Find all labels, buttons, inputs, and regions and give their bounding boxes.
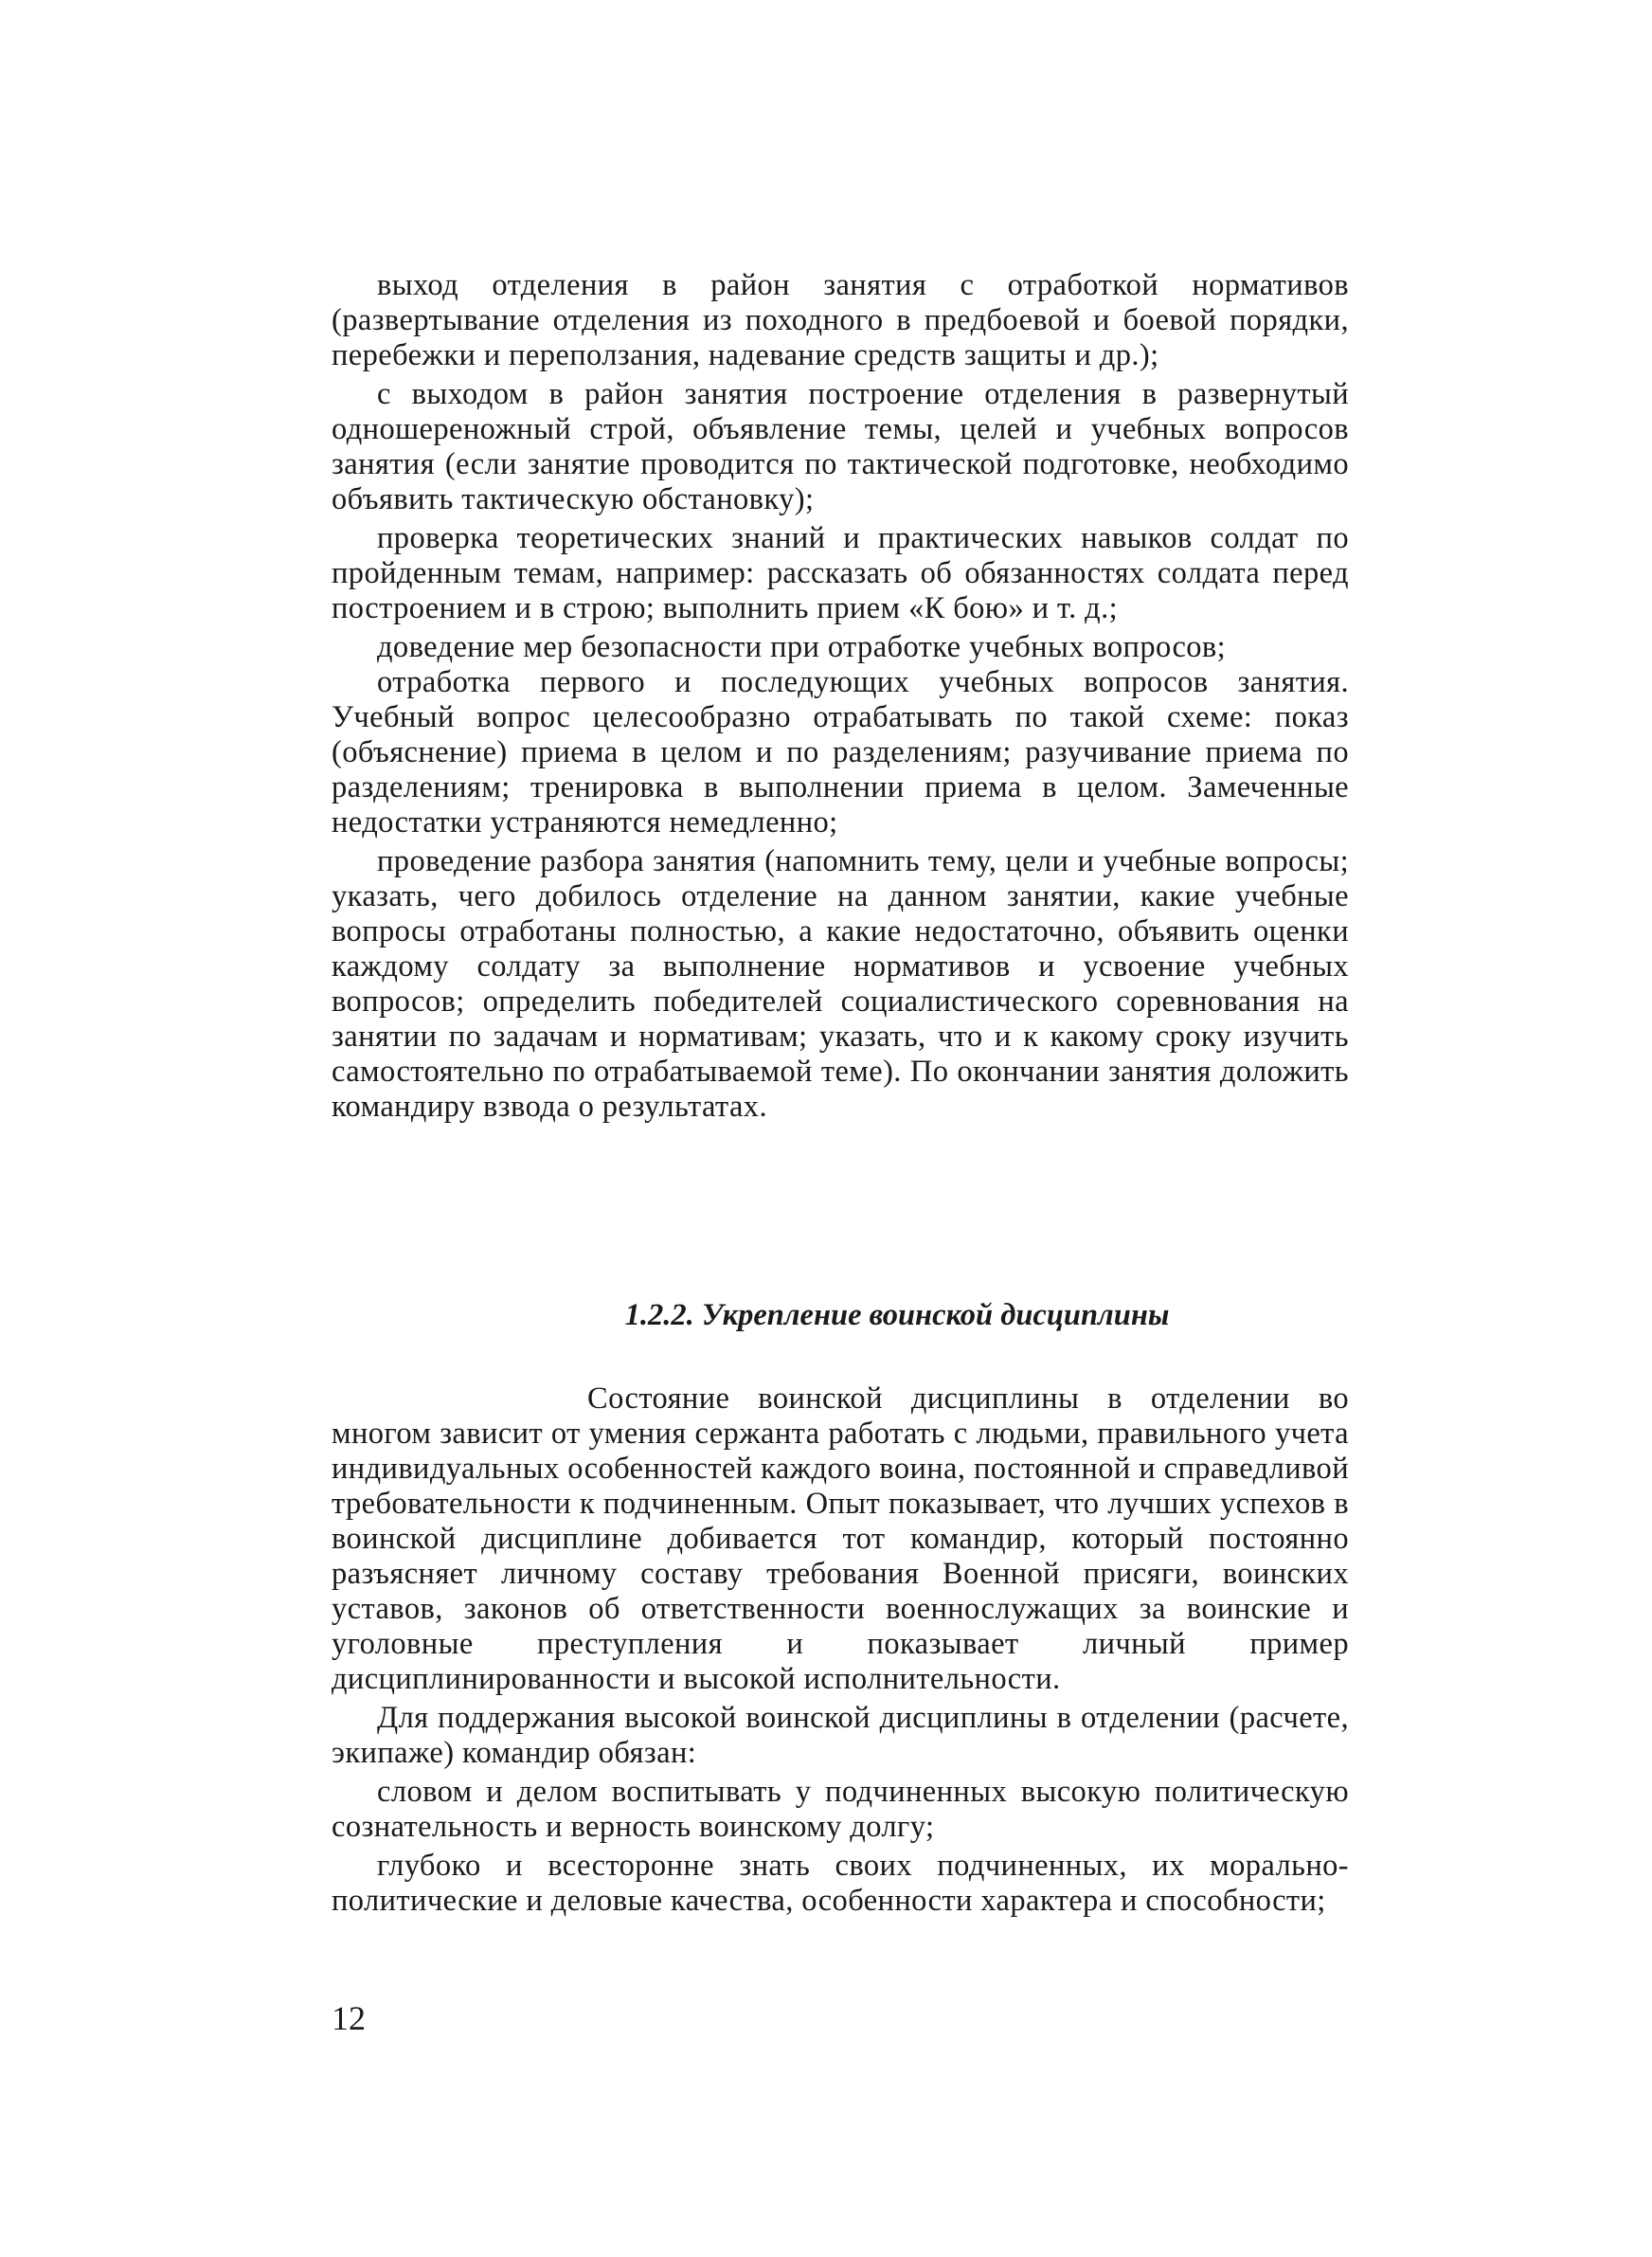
list-item-educate: словом и делом воспитывать у подчиненных высокую политическую сознательность и верность воинскому долгу; (332, 1775, 1349, 1844)
section-list-items (332, 268, 1349, 1125)
list-item-know-subordinates: глубоко и всесторонне знать своих подчиненных, их морально-политические и деловые качества, особенности характера и способности; (332, 1849, 1349, 1918)
list-item-safety: доведение мер безопасности при отработке учебных вопросов; (377, 630, 1227, 664)
list-item-exit-to-area: выход отделения в район занятия с отработкой нормативов (развертывание отделения из походного в предбоевой и боевой порядки, перебежки и переползания, надевание средств защиты и др.); (332, 268, 1349, 372)
page-number: 12 (332, 1999, 366, 2037)
list-item-knowledge-check: проверка теоретических знаний и практических навыков солдат по пройденным темам, например: рассказать об обязанностях солдата перед построением и в строю; выполнить прием «К бою» и т. д.; (332, 521, 1349, 625)
section-heading (332, 1298, 1349, 1333)
list-item-training-questions: отработка первого и последующих учебных вопросов занятия. Учебный вопрос целесообразно отрабатывать по такой схеме: показ (объяснение) приема в целом и по разделениям; разучивание приема по разделениям; тренировка в выполнении приема в целом. Замеченные недостатки устраняются немедленно; (332, 665, 1349, 840)
list-item-debriefing: проведение разбора занятия (напомнить тему, цели и учебные вопросы; указать, чего добилось отделение на данном занятии, какие учебные вопросы отработаны полностью, а какие недостаточно, объявить оценки каждому солдату за выполнение нормативов и усвоение учебных вопросов; определить победителей социалистического соревнования на занятии по задачам и нормативам; указать, что и к какому сроку изучить самостоятельно по отрабатываемой теме). По окончании занятия доложить командиру взвода о результатах. (332, 844, 1349, 1124)
list-item-formation: с выходом в район занятия построение отделения в развернутый одношереножный строй, объявление темы, целей и учебных вопросов занятия (если занятие проводится по тактической подготовке, необходимо объявить тактическую обстановку); (332, 377, 1349, 516)
section-discipline-text (332, 1381, 1349, 1919)
paragraph-commander-duties: Для поддержания высокой воинской дисциплины в отделении (расчете, экипаже) командир обязан: (332, 1701, 1349, 1770)
paragraph-discipline-state: Состояние воинской дисциплины в отделении во многом зависит от умения сержанта работать с людьми, правильного учета индивидуальных особенностей каждого воина, постоянной и справедливой требовательности к подчиненным. Опыт показывает, что лучших успехов в воинской дисциплине добивается тот командир, который постоянно разъясняет личному составу требования Военной присяги, воинских уставов, законов об ответственности военнослужащих за воинские и уголовные преступления и показывает личный пример дисциплинированности и высокой исполнительности. (332, 1381, 1349, 1696)
section-title: Укрепление воинской дисциплины (701, 1298, 1170, 1332)
section-number: 1.2.2. (624, 1298, 694, 1332)
